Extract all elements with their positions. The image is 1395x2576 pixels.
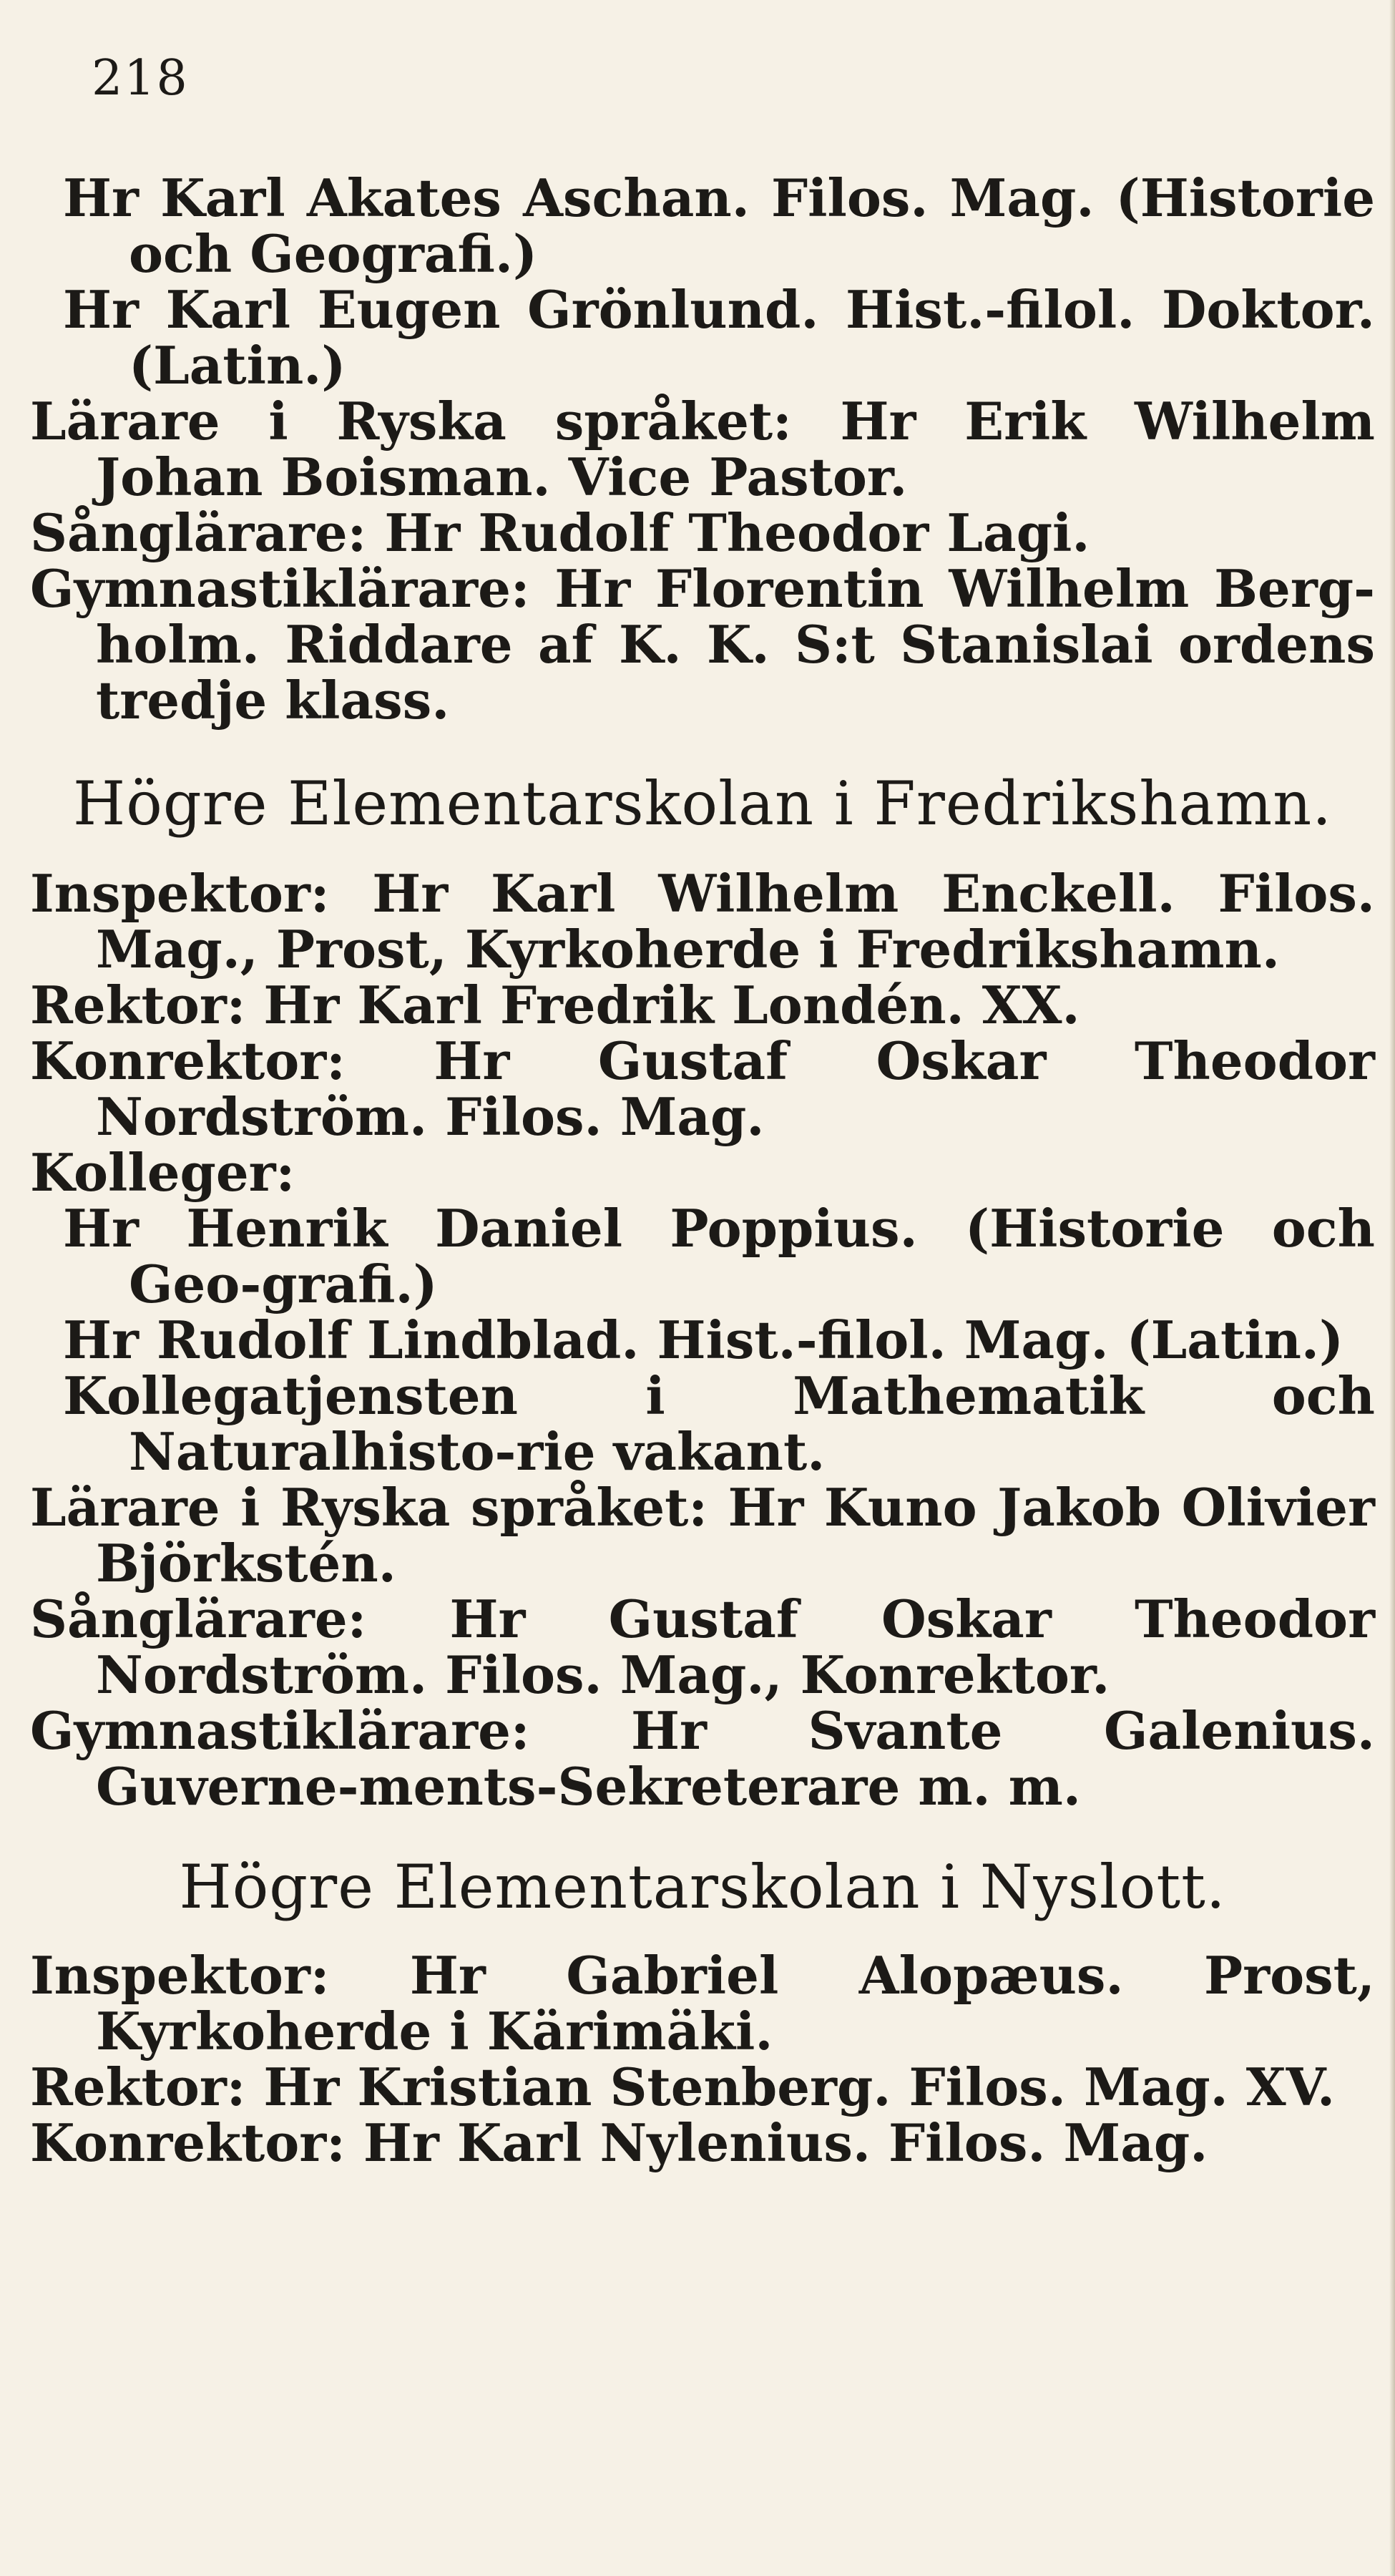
page-edge-shadow	[1389, 0, 1395, 2576]
page-text	[30, 167, 1375, 2173]
section-heading-fredrikshamn: Högre Elementarskolan i Fredrikshamn.	[73, 769, 1332, 839]
entry-lindblad: Hr Rudolf Lindblad. Hist.-filol. Mag. (Latin.)	[63, 1309, 1344, 1370]
section-nyslott	[30, 1852, 1375, 2173]
entry-vacancy: Kollegatjensten i Mathematik och Naturalhisto-rie vakant.	[63, 1365, 1375, 1482]
entry-kolleger: Kolleger:	[30, 1142, 295, 1203]
entry-gymnastics-teacher: Gymnastiklärare: Hr Svante Galenius. Guverne-ments-Sekreterare m. m.	[30, 1700, 1375, 1817]
section-continuation	[30, 167, 1375, 731]
entry-russian-teacher: Lärare i Ryska språket: Hr Erik Wilhelm Johan Boisman. Vice Pastor.	[30, 391, 1375, 507]
entry-konrektor: Konrektor: Hr Karl Nylenius. Filos. Mag.	[30, 2112, 1208, 2173]
section-heading-nyslott: Högre Elementarskolan i Nyslott.	[179, 1852, 1226, 1922]
entry-gymnastics-teacher: Gymnastiklärare: Hr Florentin Wilhelm Berg-holm. Riddare af K. K. S:t Stanislai ordens tredje klass.	[30, 558, 1375, 731]
entry-rektor: Rektor: Hr Karl Fredrik Londén. XX.	[30, 975, 1080, 1035]
entry-inspektor: Inspektor: Hr Karl Wilhelm Enckell. Filos. Mag., Prost, Kyrkoherde i Fredrikshamn.	[30, 863, 1375, 980]
entry-inspektor: Inspektor: Hr Gabriel Alopæus. Prost, Kyrkoherde i Kärimäki.	[30, 1945, 1375, 2062]
entry-poppius: Hr Henrik Daniel Poppius. (Historie och Geo-grafi.)	[63, 1198, 1375, 1314]
page-number: 218	[92, 50, 189, 107]
entry-aschan: Hr Karl Akates Aschan. Filos. Mag. (Historie och Geografi.)	[63, 167, 1375, 284]
entry-russian-teacher: Lärare i Ryska språket: Hr Kuno Jakob Olivier Björkstén.	[30, 1477, 1375, 1594]
entry-rektor: Rektor: Hr Kristian Stenberg. Filos. Mag. XV.	[30, 2057, 1336, 2117]
entry-singing-teacher: Sånglärare: Hr Rudolf Theodor Lagi.	[30, 502, 1090, 563]
entry-singing-teacher: Sånglärare: Hr Gustaf Oskar Theodor Nordström. Filos. Mag., Konrektor.	[30, 1589, 1375, 1705]
section-fredrikshamn	[30, 771, 1375, 1815]
entry-gronlund: Hr Karl Eugen Grönlund. Hist.-filol. Doktor. (Latin.)	[63, 279, 1375, 396]
entry-konrektor: Konrektor: Hr Gustaf Oskar Theodor Nordström. Filos. Mag.	[30, 1030, 1375, 1147]
